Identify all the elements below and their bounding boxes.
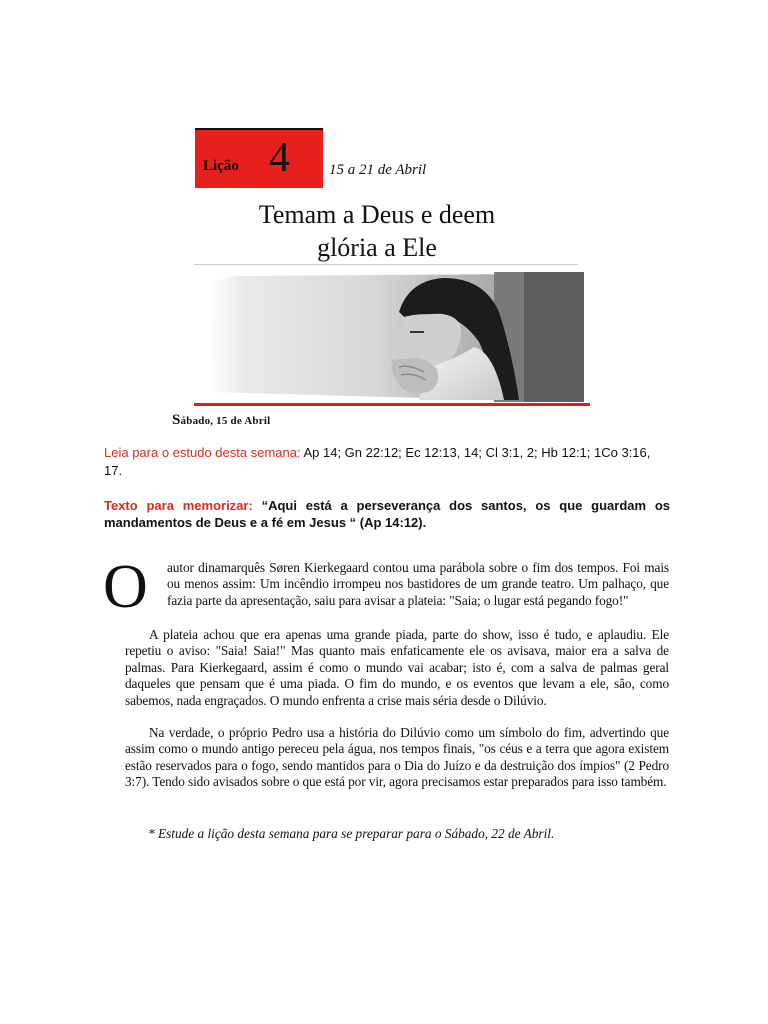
lesson-word: Lição: [203, 158, 239, 174]
title-divider: [194, 264, 578, 265]
memory-verse: [104, 497, 670, 531]
date-range: 15 a 21 de Abril: [329, 162, 427, 178]
body-paragraph-2: A plateia achou que era apenas uma grande piada, parte do show, isso é tudo, e aplaudiu. Ele repetiu o aviso: "Saia! Saia!" Mas quanto mais enfaticamente ele os avisava, maior era a salva de palmas. Para Kierkegaard, assim é como o mundo vai acabar; isto é, com a salva de palmas geral daqueles que pensam que é uma piada. O fim do mundo, e os eventos que levam a ele, são, como sabemos, nada engraçados. O mundo enfrenta a crise mais séria desde o Dilúvio.: [125, 627, 669, 708]
study-references: [104, 444, 670, 480]
body-paragraph-1: autor dinamarquês Søren Kierkegaard contou uma parábola sobre o fim dos tempos. Foi mais ou menos assim: Um incêndio irrompeu nos bastidores de um grande teatro. Um palhaço, que fazia parte da apresentação, saiu para avisar a plateia: "Saia; o lugar está pegando fogo!": [167, 560, 669, 608]
memory-text: “Aqui está a perseverança dos santos, os que guardam os mandamentos de Deus e a fé em Jesus “ (Ap 14:12).: [104, 498, 670, 530]
day-heading-text: ábado, 15 de Abril: [180, 415, 271, 427]
praying-girl-photo: [194, 272, 584, 402]
day-heading: [172, 412, 270, 429]
photo-red-rule: [194, 403, 590, 406]
drop-cap: O: [103, 553, 148, 621]
study-label: Leia para o estudo desta semana:: [104, 445, 301, 460]
memory-label: Texto para memorizar:: [104, 498, 253, 513]
lesson-title: [196, 198, 558, 264]
lesson-badge: [195, 128, 323, 188]
day-heading-initial: S: [172, 412, 181, 428]
lesson-number: 4: [269, 135, 290, 181]
study-text: Ap 14; Gn 22:12; Ec 12:13, 14; Cl 3:1, 2; Hb 12:1; 1Co 3:16, 17.: [104, 445, 651, 478]
lesson-title-line-2: glória a Ele: [317, 233, 437, 262]
body-paragraph-3: Na verdade, o próprio Pedro usa a história do Dilúvio como um símbolo do fim, advertindo que assim como o mundo antigo pereceu pela água, nos tempos finais, "os céus e a terra que agora existem estão reservados para o fogo, sendo mantidos para o Dia do Juízo e da destruição dos ímpios" (2 Pedro 3:7). Tendo sido avisados sobre o que está por vir, agora precisamos estar preparados para isso também.: [125, 725, 669, 790]
footnote: * Estude a lição desta semana para se preparar para o Sábado, 22 de Abril.: [148, 826, 555, 841]
lesson-title-line-1: Temam a Deus e deem: [258, 200, 496, 229]
